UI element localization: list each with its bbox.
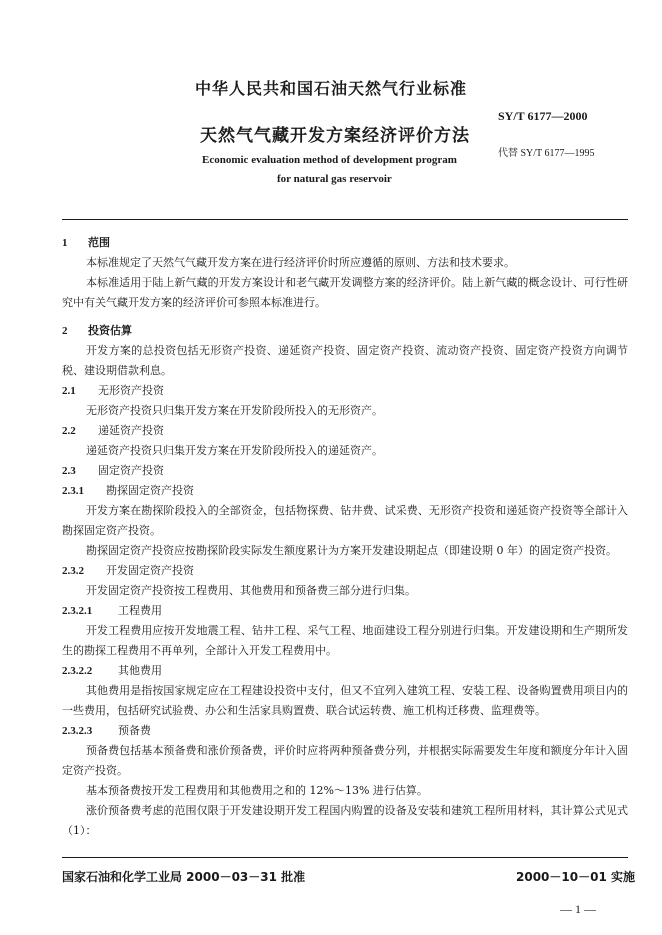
section-title: 范围 <box>88 236 110 249</box>
replaces-standard: 代替 SY/T 6177—1995 <box>498 148 595 159</box>
paragraph: 开发方案的总投资包括无形资产投资、递延资产投资、固定资产投资、流动资产投资、固定资产投资方向调节税、建设期借款利息。 <box>62 344 628 377</box>
implementation-date: 2000－10－01 实施 <box>516 870 635 884</box>
paragraph: 开发方案在勘探阶段投入的全部资金，包括物探费、钻井费、试采费、无形资产投资和递延资产投资等全部计入勘探固定资产投资。 <box>62 504 628 537</box>
document-title-en-line2: for natural gas reservoir <box>277 173 392 185</box>
paragraph: 本标准规定了天然气气藏开发方案在进行经济评价时所应遵循的原则、方法和技术要求。 <box>86 256 515 269</box>
section-heading <box>62 461 628 481</box>
paragraph: 无形资产投资只归集开发方案在开发阶段所投入的无形资产。 <box>86 404 383 417</box>
section-title: 勘探固定资产投资 <box>106 484 194 497</box>
paragraph: 其他费用是指按国家规定应在工程建设投资中支付，但又不宜列入建筑工程、安装工程、设备购置费用项目内的一些费用，包括研究试验费、办公和生活家具购置费、联合试运转费、施工机构迁移费、监理费等。 <box>62 684 628 717</box>
document-title-cn: 天然气气藏开发方案经济评价方法 <box>200 126 470 146</box>
page-number: — 1 — <box>560 902 596 916</box>
paragraph: 涨价预备费考虑的范围仅限于开发建设期开发工程国内购置的设备及安装和建筑工程所用材料，其计算公式见式（1）： <box>62 804 628 837</box>
document-body <box>62 232 628 841</box>
section-title: 无形资产投资 <box>98 384 164 397</box>
paragraph: 开发固定资产投资按工程费用、其他费用和预备费三部分进行归集。 <box>86 584 416 597</box>
section-heading <box>62 561 628 581</box>
paragraph: 预备费包括基本预备费和涨价预备费，评价时应将两种预备费分列，并根据实际需要发生年度和额度分年计入固定资产投资。 <box>62 744 628 777</box>
section-number: 2.2 <box>62 425 76 437</box>
approval-line: 国家石油和化学工业局 2000－03－31 批准 <box>62 870 306 884</box>
issuing-agency-title: 中华人民共和国石油天然气行业标准 <box>194 79 467 98</box>
section-number: 2.3.2 <box>62 565 84 577</box>
section-heading <box>62 421 628 441</box>
paragraph: 开发工程费用应按开发地震工程、钻井工程、采气工程、地面建设工程分别进行归集。开发建设期和生产期所发生的勘探工程费用不再单列，全部计入开发工程费用中。 <box>62 624 628 657</box>
section-heading <box>62 721 628 741</box>
section-heading <box>62 381 628 401</box>
section-title: 投资估算 <box>88 324 132 337</box>
section-number: 2.3 <box>62 465 76 477</box>
section-title: 工程费用 <box>118 604 162 617</box>
standard-code: SY/T 6177—2000 <box>498 109 588 123</box>
paragraph: 递延资产投资只归集开发方案在开发阶段所投入的递延资产。 <box>86 444 383 457</box>
paragraph: 基本预备费按开发工程费用和其他费用之和的 12%～13% 进行估算。 <box>86 784 428 797</box>
section-number: 2 <box>62 325 68 337</box>
paragraph: 勘探固定资产投资应按勘探阶段实际发生额度累计为方案开发建设期起点（即建设期 0 年）的固定资产投资。 <box>86 544 617 557</box>
header-divider <box>62 219 628 220</box>
section-title: 其他费用 <box>118 664 162 677</box>
document-title-en-line1: Economic evaluation method of development program <box>202 154 457 166</box>
section-number: 2.3.1 <box>62 485 84 497</box>
section-title: 递延资产投资 <box>98 424 164 437</box>
section-title: 开发固定资产投资 <box>106 564 194 577</box>
section-number: 2.3.2.3 <box>62 725 93 737</box>
section-heading <box>62 481 628 501</box>
section-number: 2.1 <box>62 385 76 397</box>
section-number: 2.3.2.1 <box>62 605 93 617</box>
section-title: 预备费 <box>118 724 151 737</box>
section-number: 1 <box>62 237 68 249</box>
section-title: 固定资产投资 <box>98 464 164 477</box>
section-heading <box>62 661 628 681</box>
paragraph: 本标准适用于陆上新气藏的开发方案设计和老气藏开发调整方案的经济评价。陆上新气藏的概念设计、可行性研究中有关气藏开发方案的经济评价可参照本标准进行。 <box>62 276 628 309</box>
footer-divider <box>62 857 628 858</box>
section-heading <box>62 233 628 253</box>
section-number: 2.3.2.2 <box>62 665 93 677</box>
section-heading <box>62 321 628 341</box>
section-heading <box>62 601 628 621</box>
